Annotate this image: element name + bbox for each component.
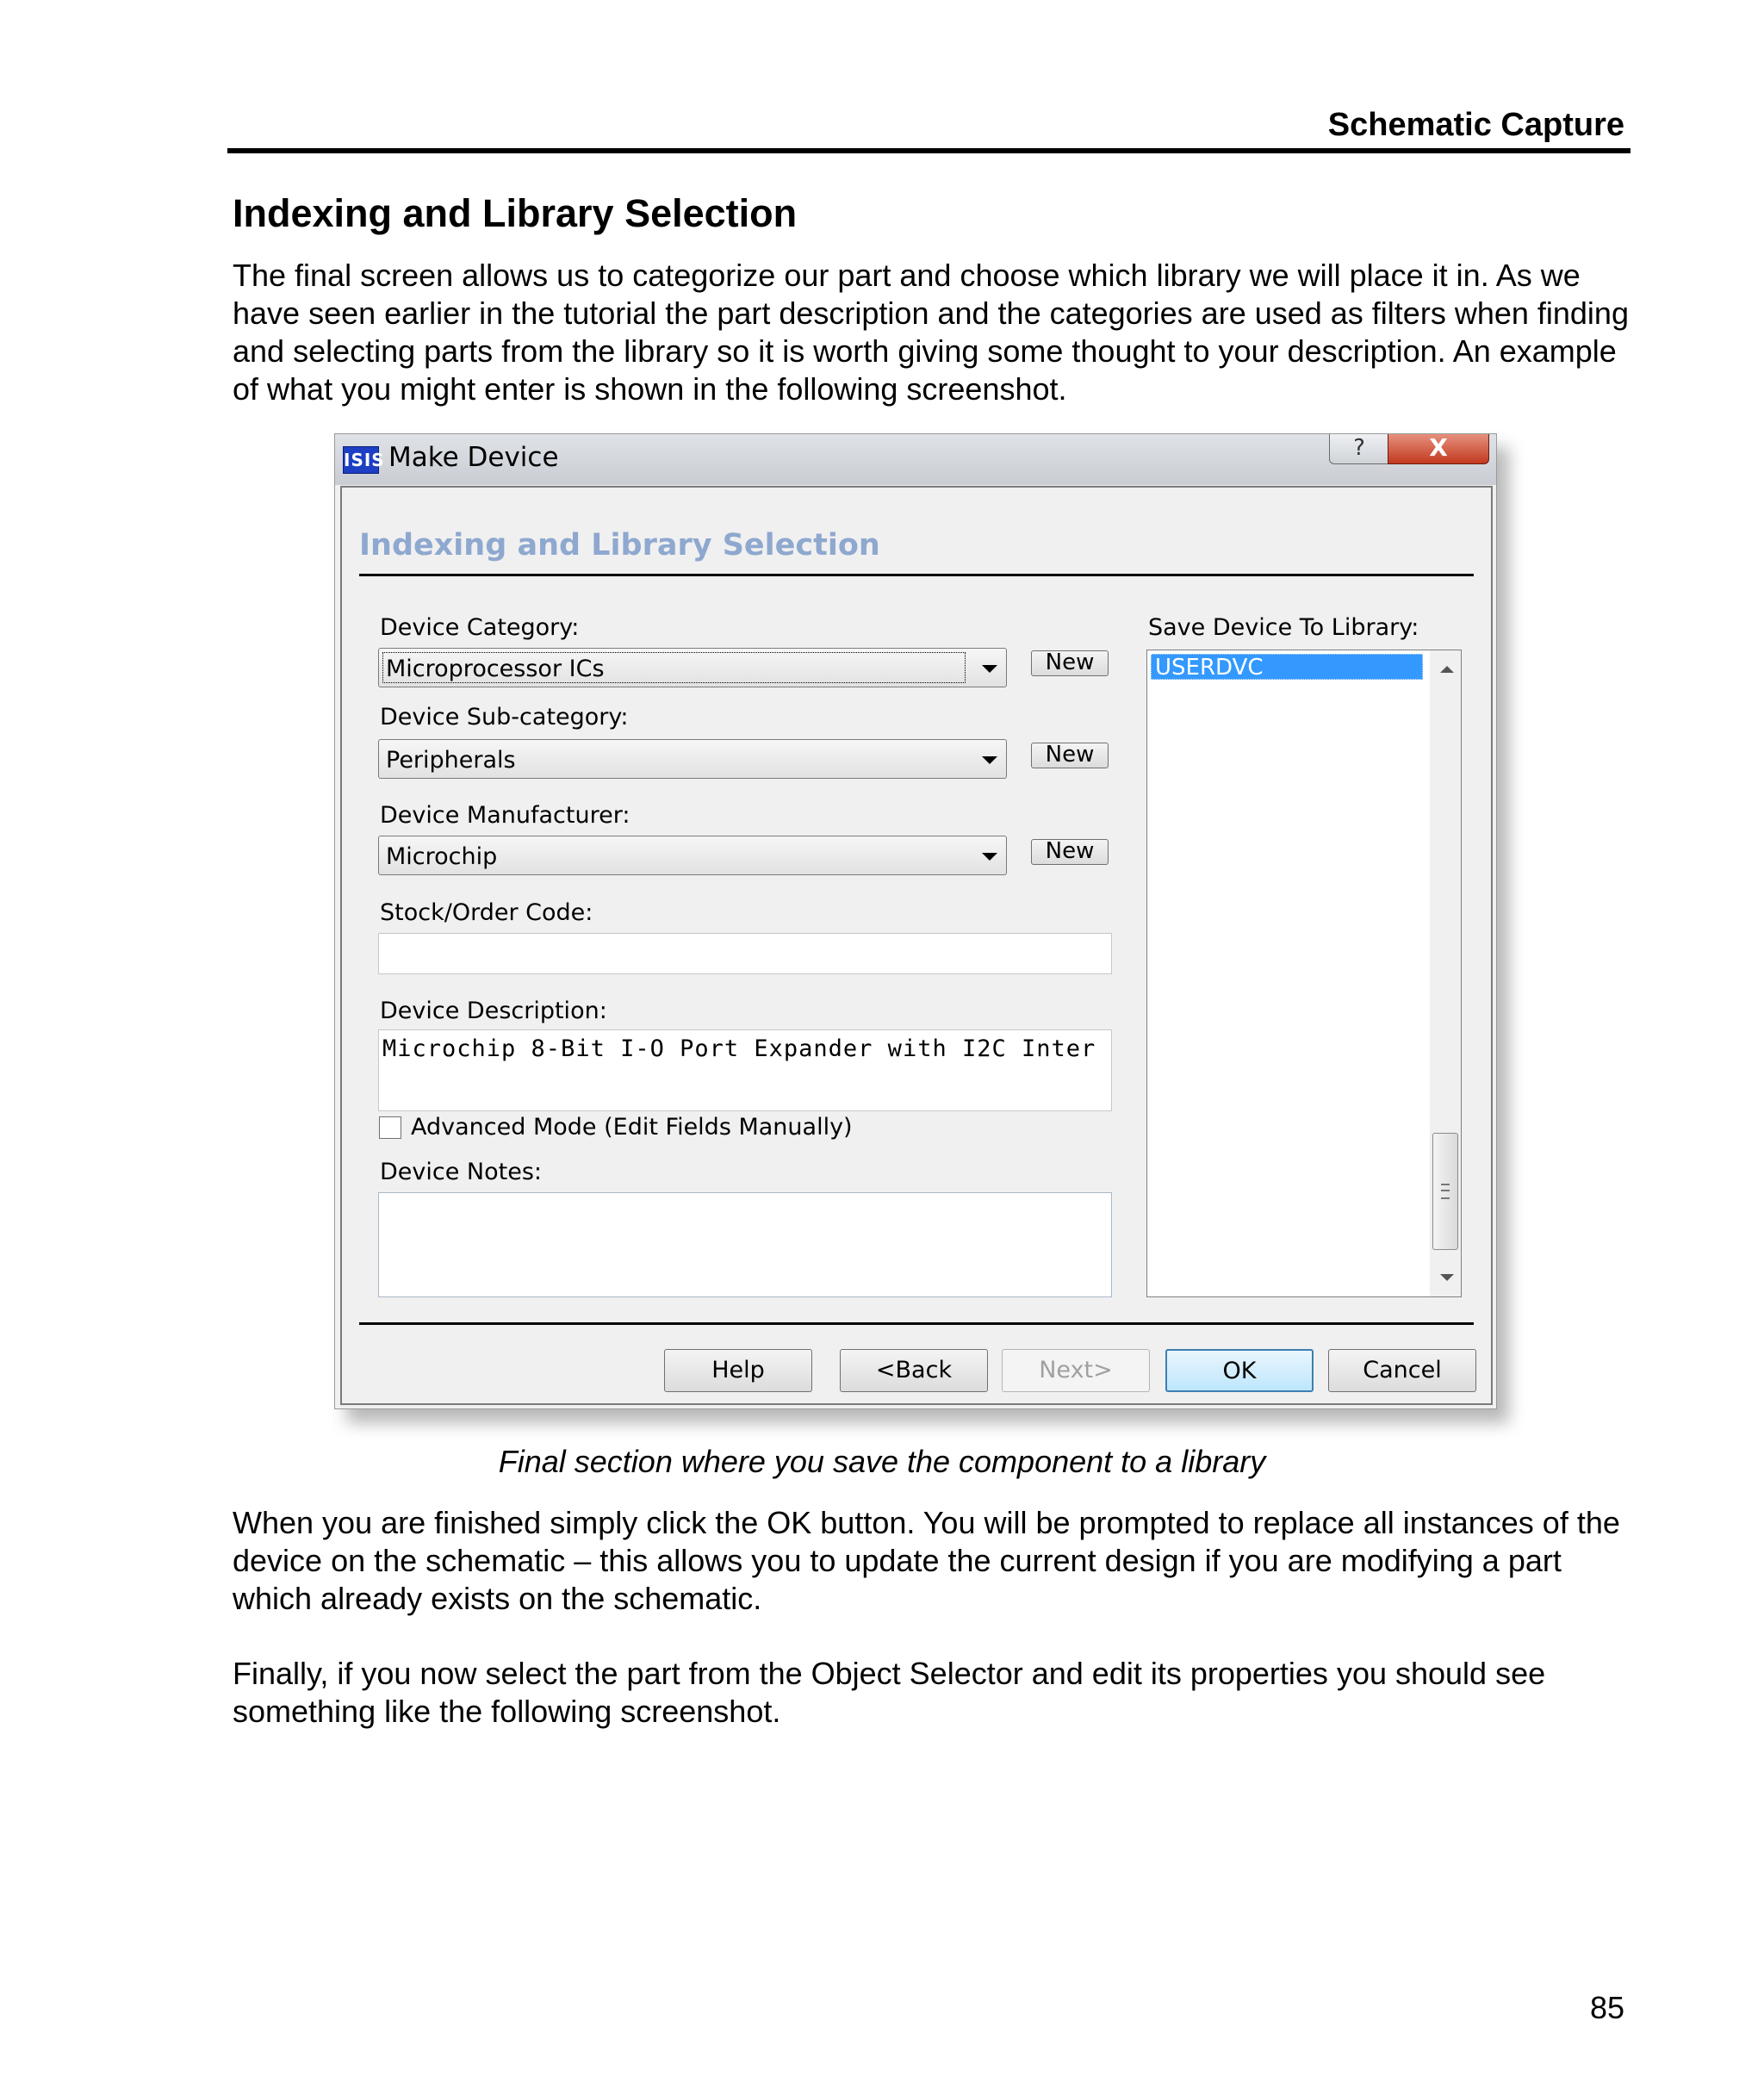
section-title: Indexing and Library Selection [233,191,798,235]
wizard-page-heading: Indexing and Library Selection [359,528,880,563]
device-category-label: Device Category: [380,614,580,641]
new-category-button[interactable]: New [1031,650,1109,676]
dialog-body [340,486,1493,1405]
scroll-down-icon[interactable] [1440,1274,1454,1281]
stock-code-field[interactable] [378,933,1112,974]
device-subcategory-label: Device Sub-category: [380,704,629,731]
advanced-mode-label[interactable]: Advanced Mode (Edit Fields Manually) [411,1114,853,1141]
chevron-down-icon [982,665,997,673]
device-subcategory-value: Peripherals [386,747,516,774]
save-to-library-label: Save Device To Library: [1148,614,1419,641]
library-scrollbar[interactable] [1430,650,1461,1296]
grip-icon [1441,1184,1450,1199]
device-subcategory-select[interactable] [378,739,1007,779]
back-button[interactable]: <Back [840,1349,988,1392]
figure-caption: Final section where you save the component to a library [498,1444,1266,1479]
device-notes-label: Device Notes: [380,1159,542,1185]
isis-app-icon: ISIS [343,446,379,474]
heading-rule [359,574,1474,576]
chevron-down-icon [982,756,997,764]
running-head: Schematic Capture [1327,107,1624,143]
device-description-field[interactable] [378,1029,1112,1111]
device-description-value: Microchip 8-Bit I-O Port Expander with I2C Inter [382,1035,1096,1062]
scroll-up-icon[interactable] [1440,666,1454,673]
question-mark-icon: ? [1353,435,1365,461]
scroll-thumb[interactable] [1432,1133,1458,1250]
footer-rule [359,1322,1474,1325]
title-bar[interactable] [335,434,1496,485]
ok-button[interactable]: OK [1165,1349,1314,1392]
advanced-mode-checkbox[interactable] [379,1116,401,1139]
chevron-down-icon [982,853,997,861]
new-manufacturer-button[interactable]: New [1031,839,1109,865]
device-manufacturer-value: Microchip [386,843,498,870]
device-manufacturer-select[interactable] [378,836,1007,875]
library-item-userdvc[interactable]: USERDVC [1151,654,1423,680]
cancel-button[interactable]: Cancel [1328,1349,1476,1392]
next-button[interactable]: Next> [1002,1349,1150,1392]
header-rule [227,148,1630,153]
new-subcategory-button[interactable]: New [1031,743,1109,768]
ok-instructions-paragraph: When you are finished simply click the OK button. You will be prompted to replace all instances of the device on the schematic – this allows you to update the current design if you are modifying a part which already exists on the schematic. [233,1505,1620,1616]
make-device-dialog [334,433,1497,1409]
device-category-select[interactable] [378,648,1007,687]
close-button[interactable] [1388,434,1489,464]
help-title-button[interactable] [1329,434,1389,464]
device-description-label: Device Description: [380,998,607,1024]
help-button[interactable]: Help [664,1349,812,1392]
page-number: 85 [1589,1990,1624,2025]
device-notes-field[interactable] [378,1192,1112,1297]
library-listbox[interactable] [1146,650,1462,1297]
close-icon: X [1429,433,1448,462]
window-title: Make Device [388,442,559,473]
device-category-value: Microprocessor ICs [386,656,605,682]
device-manufacturer-label: Device Manufacturer: [380,802,630,829]
object-selector-paragraph: Finally, if you now select the part from the Object Selector and edit its properties you should see something like the following screenshot. [233,1656,1546,1729]
intro-paragraph: The final screen allows us to categorize our part and choose which library we will place it in. As we have seen earlier in the tutorial the part description and the categories are used as filters when finding and selecting parts from the library so it is worth giving some thought to your description. An example of what you might enter is shown in the following screenshot. [233,258,1629,407]
stock-code-label: Stock/Order Code: [380,899,593,926]
